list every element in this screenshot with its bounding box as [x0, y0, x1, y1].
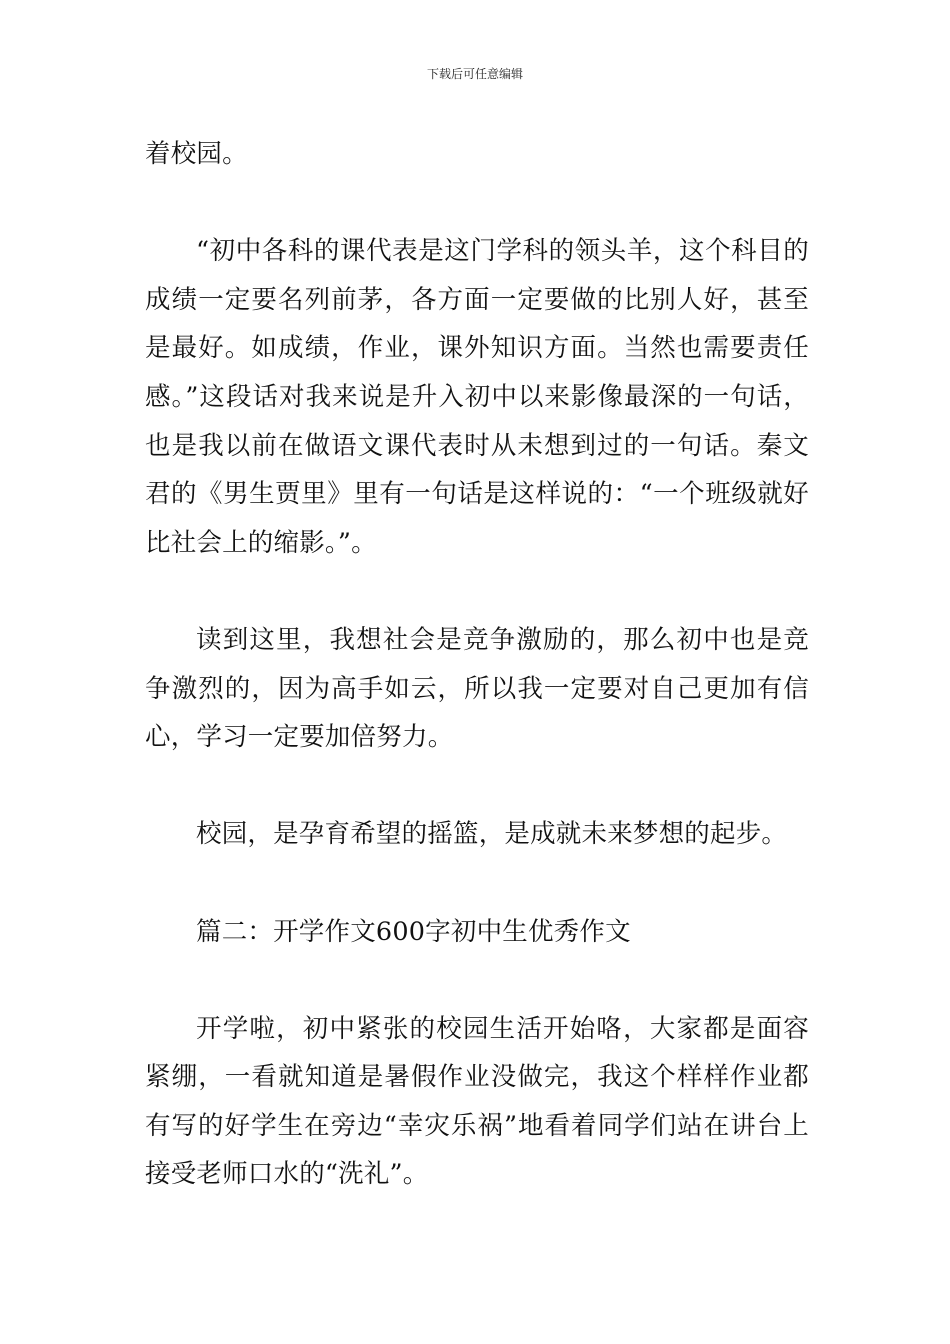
page-header: 下载后可任意编辑 — [426, 67, 523, 81]
paragraph-gap — [145, 859, 809, 908]
paragraph-4: 校园，是孕育希望的摇篮，是成就未来梦想的起步。 — [196, 819, 788, 850]
paragraph-3: 读到这里，我想社会是竞争激励的，那么初中也是竞争激烈的，因为高手如云，所以我一定要对自己更加有信心，学习一定要加倍努力。 — [145, 624, 809, 753]
paragraph-1: 着校园。 — [145, 139, 248, 169]
paragraph-5: 开学啦，初中紧张的校园生活开始咯，大家都是面容紧绷，一看就知道是暑假作业没做完，我这个样样作业都有写的好学生在旁边“幸灾乐祸”地看着同学们站在讲台上接受老师口水的“洗礼”。 — [145, 1013, 809, 1190]
paragraph-gap — [145, 567, 809, 616]
paragraph-gap — [145, 956, 809, 1005]
paragraph-gap — [145, 179, 809, 228]
document-body — [145, 130, 809, 1199]
paragraph-2: “初中各科的课代表是这门学科的领头羊，这个科目的成绩一定要名列前茅，各方面一定要做的比别人好，甚至是最好。如成绩，作业，课外知识方面。当然也需要责任感。”这段话对我来说是升入初中以来影像最深的一句话，也是我以前在做语文课代表时从未想到过的一句话。秦文君的《男生贾里》里有一句话是这样说的：“一个班级就好比社会上的缩影。”。 — [145, 236, 809, 558]
paragraph-gap — [145, 762, 809, 811]
section-heading: 篇二：开学作文600字初中生优秀作文 — [196, 916, 631, 947]
